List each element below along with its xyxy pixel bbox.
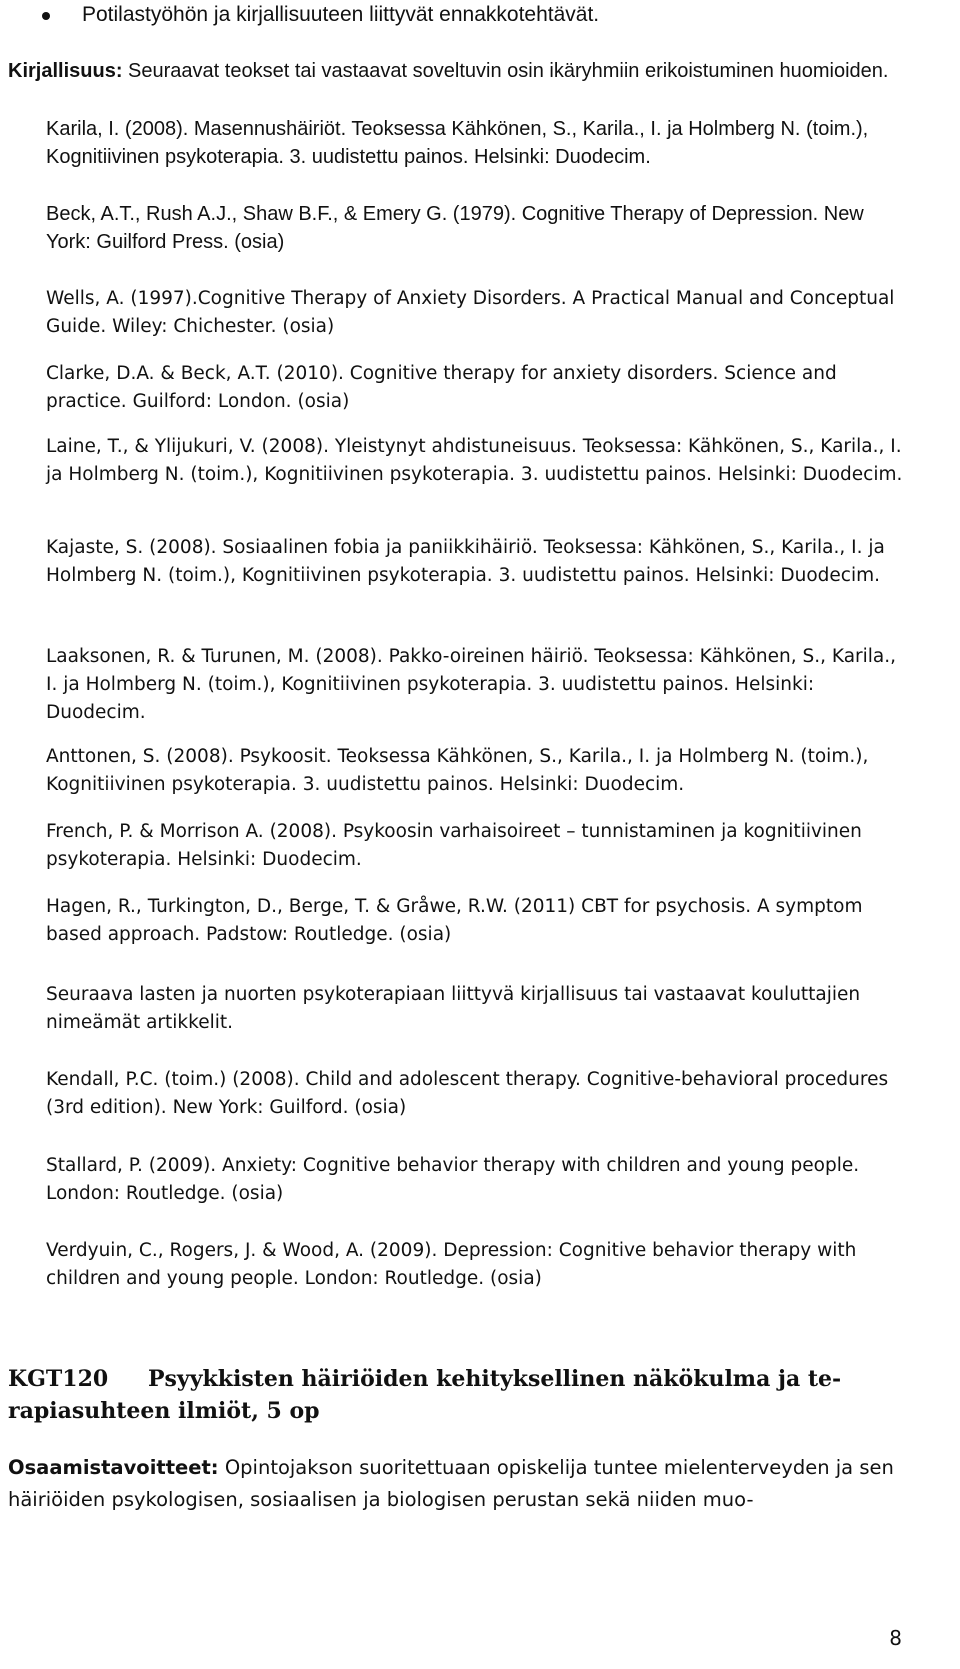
- bullet-text: Potilastyöhön ja kirjallisuuteen liittyvät ennakkotehtävät.: [82, 3, 600, 26]
- literature-intro-text: Seuraavat teokset tai vastaavat soveltuvin osin ikäryhmiin erikoistuminen huomioiden.: [128, 60, 889, 82]
- reference-item: Verdyuin, C., Rogers, J. & Wood, A. (2009). Depression: Cognitive behavior therapy with children and young people. London: Routledge. (osia): [46, 1240, 857, 1289]
- literature-label: Kirjallisuus:: [8, 60, 123, 82]
- reference-item: Beck, A.T., Rush A.J., Shaw B.F., & Emery G. (1979). Cognitive Therapy of Depression. New York: Guilford Press. (osia): [46, 203, 864, 253]
- reference-item: Anttonen, S. (2008). Psykoosit. Teoksessa Kähkönen, S., Karila., I. ja Holmberg N. (toim.), Kognitiivinen psykoterapia. 3. uudistettu painos. Helsinki: Duodecim.: [46, 746, 869, 795]
- reference-item: Laine, T., & Ylijukuri, V. (2008). Yleistynyt ahdistuneisuus. Teoksessa: Kähkönen, S., Karila., I. ja Holmberg N. (toim.), Kognitiivinen psykoterapia. 3. uudistettu painos. Helsinki: Duodecim.: [46, 436, 903, 485]
- page-number: 8: [889, 1626, 902, 1650]
- objectives-label: Osaamistavoitteet:: [8, 1456, 219, 1479]
- objectives-text: Opintojakson suoritettuaan opiskelija tuntee mielenterveyden ja sen häiriöiden psykologisen, sosiaalisen ja biologisen perustan sekä niiden muo-: [8, 1456, 894, 1511]
- childrens-literature-intro: Seuraava lasten ja nuorten psykoterapiaan liittyvä kirjallisuus tai vastaavat kouluttajien nimeämät artikkelit.: [46, 984, 861, 1033]
- reference-item: Stallard, P. (2009). Anxiety: Cognitive behavior therapy with children and young people. London: Routledge. (osia): [46, 1155, 860, 1204]
- bullet-dot-icon: [42, 12, 50, 20]
- reference-item: Kajaste, S. (2008). Sosiaalinen fobia ja paniikkihäiriö. Teoksessa: Kähkönen, S., Karila., I. ja Holmberg N. (toim.), Kognitiivinen psykoterapia. 3. uudistettu painos. Helsinki: Duodecim.: [46, 537, 885, 586]
- course-code: KGT120: [8, 1366, 109, 1392]
- reference-item: Hagen, R., Turkington, D., Berge, T. & Gråwe, R.W. (2011) CBT for psychosis. A symptom based approach. Padstow: Routledge. (osia): [46, 896, 863, 945]
- course-title: Psyykkisten häiriöiden kehityksellinen näkökulma ja terapiasuhteen ilmiöt, 5 op: [8, 1366, 842, 1424]
- reference-item: Wells, A. (1997).Cognitive Therapy of Anxiety Disorders. A Practical Manual and Conceptual Guide. Wiley: Chichester. (osia): [46, 288, 895, 337]
- reference-item: Karila, I. (2008). Masennushäiriöt. Teoksessa Kähkönen, S., Karila., I. ja Holmberg N. (toim.), Kognitiivinen psykoterapia. 3. uudistettu painos. Helsinki: Duodecim.: [46, 118, 869, 168]
- course-heading: [8, 1363, 908, 1427]
- reference-item: Kendall, P.C. (toim.) (2008). Child and adolescent therapy. Cognitive-behavioral procedures (3rd edition). New York: Guilford. (osia): [46, 1069, 889, 1118]
- reference-item: French, P. & Morrison A. (2008). Psykoosin varhaisoireet – tunnistaminen ja kognitiivinen psykoterapia. Helsinki: Duodecim.: [46, 821, 862, 870]
- reference-item: Laaksonen, R. & Turunen, M. (2008). Pakko-oireinen häiriö. Teoksessa: Kähkönen, S., Karila., I. ja Holmberg N. (toim.), Kognitiivinen psykoterapia. 3. uudistettu painos. Helsinki: Duodecim.: [46, 646, 897, 723]
- literature-intro: [8, 57, 908, 85]
- reference-item: Clarke, D.A. & Beck, A.T. (2010). Cognitive therapy for anxiety disorders. Science and practice. Guilford: London. (osia): [46, 363, 837, 412]
- learning-objectives: [8, 1452, 908, 1516]
